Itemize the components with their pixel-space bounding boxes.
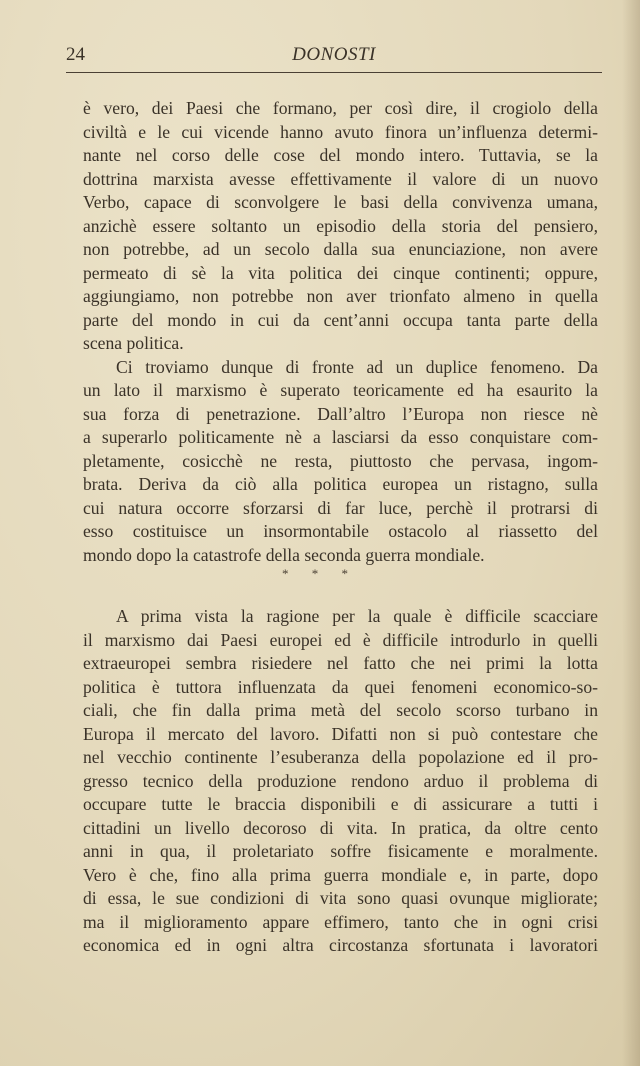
header-rule [66,72,602,73]
running-head [66,40,602,72]
text-line: cui natura occorre sforzarsi di far luce, perchè il protrarsi di [83,497,598,518]
text-line: gresso tecnico della produzione rendono arduo il problema di [83,770,598,791]
text-line: sua forza di penetrazione. Dall’altro l’Europa non riesce nè [83,403,598,424]
text-block-1 [83,97,598,567]
text-line: scena politica. [83,333,184,353]
text-block-2 [83,605,598,958]
section-separator: * * * [282,566,358,581]
text-line: economica ed in ogni altra circostanza sfortunata i lavoratori [83,935,598,955]
text-line: extraeuropei sembra risiedere nel fatto che nei primi la lotta [83,653,598,673]
text-line: nel vecchio continente l’esuberanza della popolazione ed il pro- [83,747,598,767]
text-line: Ci troviamo dunque di fronte ad un duplice fenomeno. Da [116,356,598,377]
text-line: brata. Deriva da ciò alla politica europea un ristagno, sulla [83,474,598,494]
text-line: ciali, che fin dalla prima metà del secolo scorso turbano in [83,700,598,720]
text-line: non potrebbe, ad un secolo dalla sua enunciazione, non avere [83,239,598,259]
text-line: occupare tutte le braccia disponibili e di assicurare a tutti i [83,794,598,814]
text-line: un lato il marxismo è superato teoricamente ed ha esaurito la [83,380,598,400]
page-number: 24 [66,44,85,65]
text-line: aggiungiamo, non potrebbe non aver trionfato almeno in quella [83,286,598,306]
text-line: a superarlo politicamente nè a lasciarsi da esso conquistare com- [83,427,598,447]
running-title: DONOSTI [292,44,376,65]
text-line: Vero è che, fino alla prima guerra mondiale e, in parte, dopo [83,864,598,885]
text-line: A prima vista la ragione per la quale è difficile scacciare [116,606,598,626]
text-line: anzichè essere soltanto un episodio della storia del pensiero, [83,215,598,236]
text-line: di essa, le sue condizioni di vita sono quasi ovunque migliorate; [83,888,598,908]
text-line: anni in qua, il proletariato soffre fisicamente e moralmente. [83,841,598,861]
text-line: politica è tuttora influenzata da quei fenomeni economico-so- [83,676,598,697]
text-line: mondo dopo la catastrofe della seconda guerra mondiale. [83,544,485,565]
text-line: civiltà e le cui vicende hanno avuto finora un’influenza determi- [83,121,598,142]
text-line: ma il miglioramento appare effimero, tanto che in ogni crisi [83,911,598,932]
text-line: Verbo, capace di sconvolgere le basi della convivenza umana, [83,192,598,212]
page-edge-shadow [622,0,640,1066]
text-line: cittadini un livello decoroso di vita. In pratica, da oltre cento [83,817,598,838]
text-line: Europa il mercato del lavoro. Difatti non si può contestare che [83,723,598,744]
text-line: il marxismo dai Paesi europei ed è difficile introdurlo in quelli [83,629,598,650]
text-line: è vero, dei Paesi che formano, per così dire, il crogiolo della [83,98,598,118]
text-line: parte del mondo in cui da cent’anni occupa tanta parte della [83,309,598,330]
text-line: nante nel corso delle cose del mondo intero. Tuttavia, se la [83,145,598,165]
text-line: pletamente, cosicchè ne resta, piuttosto che pervasa, ingom- [83,450,598,471]
text-line: dottrina marxista avesse effettivamente il valore di un nuovo [83,168,598,189]
text-line: permeato di sè la vita politica dei cinque continenti; oppure, [83,262,598,283]
text-line: esso costituisce un insormontabile ostacolo al riassetto del [83,521,598,541]
